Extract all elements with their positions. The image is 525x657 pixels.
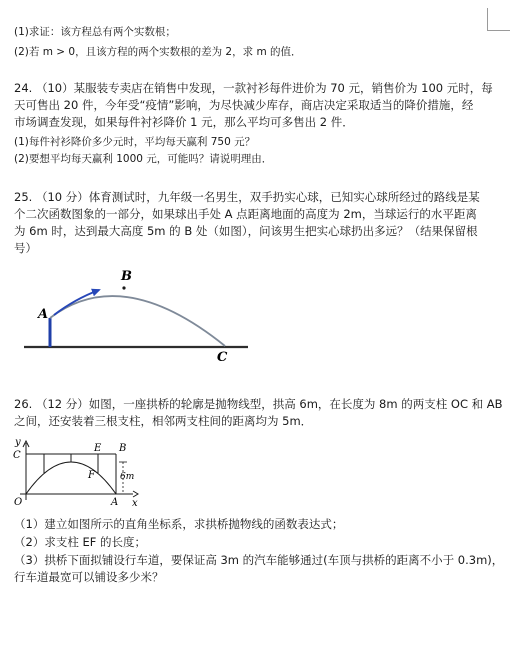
label-a: A — [111, 497, 119, 508]
label-y: y — [15, 437, 21, 448]
ball-trajectory — [50, 296, 225, 346]
q25-line2: 个二次函数图象的一部分，如果球出手处 A 点距离地面的高度为 2m，当球运行的水平距离 — [14, 207, 477, 221]
q26-part3-line1: （3）拱桥下面拟铺设行车道，要保证高 3m 的汽车能够通过(车顶与拱桥的距离不小于 0.3m)， — [14, 553, 504, 567]
q26-line2: 之间，还安装着三根支柱，相邻两支柱间的距离均为 5m． — [14, 414, 313, 428]
q25-line4: 号） — [14, 241, 37, 255]
label-f: F — [88, 470, 95, 481]
q26-part1: （1）建立如图所示的直角坐标系，求拱桥抛物线的函数表达式； — [14, 517, 344, 531]
q24-part1: (1)每件衬衫降价多少元时，平均每天赢利 750 元？ — [14, 136, 256, 148]
q23-part1: (1)求证：该方程总有两个实数根； — [14, 26, 176, 38]
label-b: B — [121, 269, 132, 284]
point-b-dot — [122, 286, 125, 289]
label-o: O — [14, 497, 23, 508]
label-e: E — [94, 443, 102, 454]
label-c: C — [217, 350, 228, 365]
q26-line1: 26. （12 分）如图，一座拱桥的轮廓是抛物线型，拱高 6m，在长度为 8m 的两支柱 OC 和 AB — [14, 397, 503, 411]
q24-line2: 天可售出 20 件，今年受“疫情”影响，为尽快减少库存，商店决定采取适当的降价措施，经 — [14, 98, 474, 112]
label-a: A — [38, 307, 49, 322]
q26-part3-line2: 行车道最宽可以铺设多少米？ — [14, 570, 164, 584]
x-axis-arrow — [133, 491, 138, 497]
label-c: C — [13, 450, 21, 461]
q25-line1: 25. （10 分）体育测试时，九年级一名男生，双手扔实心球，已知实心球所经过的路线是某 — [14, 190, 480, 204]
q24-line3: 市场调查发现，如果每件衬衫降价 1 元，那么平均可多售出 2 件． — [14, 115, 354, 129]
q25-line3: 为 6m 时，达到最大高度 5m 的 B 处（如图），问该男生把实心球扔出多远？（结果保留根 — [14, 224, 478, 238]
q26-part2: （2）求支柱 EF 的长度； — [14, 535, 147, 549]
q23-part2: (2)若 m > 0，且该方程的两个实数根的差为 2，求 m 的值． — [14, 46, 302, 58]
label-b: B — [119, 443, 127, 454]
label-x: x — [132, 498, 138, 509]
q24-part2: (2)要想平均每天赢利 1000 元，可能吗？请说明理由． — [14, 153, 273, 165]
shot-put-figure — [0, 262, 525, 372]
label-6m: 6m — [120, 472, 135, 482]
bridge-arch — [26, 462, 116, 494]
bridge-figure — [0, 432, 525, 512]
q24-line1: 24. （10）某服装专卖店在销售中发现，一款衬衫每件进价为 70 元，销售价为 100 元时，每 — [14, 81, 493, 95]
